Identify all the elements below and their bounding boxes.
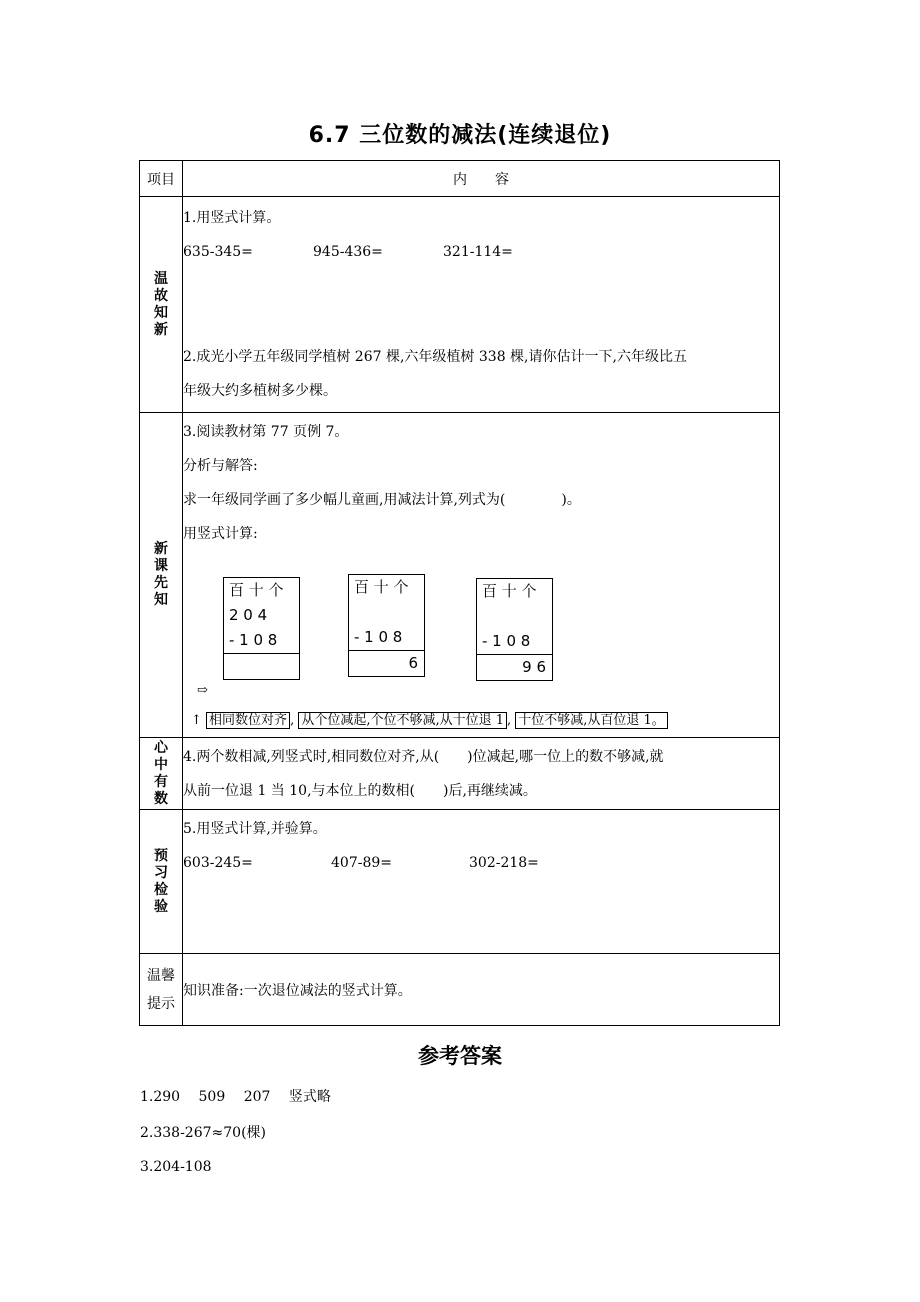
check-content <box>183 810 780 954</box>
summary-label-cell <box>140 738 183 810</box>
calc3-result: 9 6 <box>477 654 552 680</box>
review-label: 温故知新 <box>154 270 168 338</box>
summary-row <box>140 738 780 810</box>
q1-text: 1.用竖式计算。 <box>183 210 281 226</box>
q5-expr-1: 603-245= <box>183 855 253 871</box>
q5-expr-2: 407-89= <box>331 855 392 871</box>
q1-expr-2: 945-436= <box>313 244 383 260</box>
tips-label-cell <box>140 954 183 1026</box>
q2-line-2: 年级大约多植树多少棵。 <box>183 383 337 399</box>
vertical-calc-2 <box>348 574 425 677</box>
calc3-row1 <box>477 604 552 629</box>
answer-3: 3.204-108 <box>140 1159 212 1175</box>
calc1-result <box>224 653 299 679</box>
analysis-text: 分析与解答: <box>183 458 258 474</box>
answers-title: 参考答案 <box>418 1044 502 1068</box>
q1-expressions <box>183 235 779 269</box>
header-content-label: 内 容 <box>453 171 509 188</box>
q4-line-1: 4.两个数相减,列竖式时,相同数位对齐,从( )位减起,哪一位上的数不够减,就 <box>183 749 664 765</box>
q1-expr-1: 635-345= <box>183 244 253 260</box>
worksheet-table <box>139 160 780 1026</box>
q5-text: 5.用竖式计算,并验算。 <box>183 821 327 837</box>
calc2-result: 6 <box>349 650 424 676</box>
summary-label: 心中有数 <box>154 739 168 807</box>
answer-2: 2.338-267≈70(棵) <box>140 1125 266 1141</box>
preview-label: 新课先知 <box>154 541 168 608</box>
tips-text: 知识准备:一次退位减法的竖式计算。 <box>183 982 412 999</box>
q2-line-1: 2.成光小学五年级同学植树 267 棵,六年级植树 338 棵,请你估计一下,六年级比五 <box>183 349 687 365</box>
arrow-icon: ⇨ <box>197 683 208 698</box>
calc1-header: 百 十 个 <box>229 581 284 599</box>
header-item-label: 项目 <box>147 171 175 188</box>
hint-line: ↑ 相同数位对齐 , 从个位减起,个位不够减,从十位退 1 , 十位不够减,从百位退 1。 <box>191 709 668 728</box>
tips-label: 温馨提示 <box>147 967 175 1012</box>
calc2-row1 <box>349 600 424 625</box>
vertical-calc-1 <box>223 577 300 680</box>
vertical-calc-label: 用竖式计算: <box>183 526 258 542</box>
up-arrow-icon: ↑ <box>191 713 202 728</box>
q5-expressions <box>183 846 779 880</box>
preview-row <box>140 413 780 738</box>
vertical-calc-3 <box>476 578 553 681</box>
hint-3: 十位不够减,从百位退 1。 <box>515 712 668 729</box>
check-label: 预习检验 <box>154 847 168 915</box>
preview-label-cell <box>140 413 183 738</box>
preview-content <box>183 413 780 738</box>
q4-line-2: 从前一位退 1 当 10,与本位上的数相( )后,再继续减。 <box>183 783 537 799</box>
calc3-row2: - 1 0 8 <box>482 632 531 650</box>
calc1-row2: - 1 0 8 <box>229 631 278 649</box>
header-item-cell <box>140 161 183 197</box>
q5-expr-3: 302-218= <box>469 855 539 871</box>
check-label-cell <box>140 810 183 954</box>
question-text: 求一年级同学画了多少幅儿童画,用减法计算,列式为( )。 <box>183 492 581 508</box>
answer-1: 1.290 509 207 竖式略 <box>140 1089 331 1105</box>
tips-content <box>183 954 780 1026</box>
review-content <box>183 197 780 413</box>
hint-1: 相同数位对齐 <box>206 712 290 729</box>
calc2-header: 百 十 个 <box>354 578 409 596</box>
calc2-row2: - 1 0 8 <box>354 628 403 646</box>
summary-content <box>183 738 780 810</box>
calc1-row1: 2 0 4 <box>229 606 268 624</box>
tips-row <box>140 954 780 1026</box>
header-content-cell <box>183 161 780 197</box>
review-row <box>140 197 780 413</box>
hint-2: 从个位减起,个位不够减,从十位退 1 <box>298 712 507 729</box>
check-row <box>140 810 780 954</box>
table-header-row <box>140 161 780 197</box>
review-label-cell <box>140 197 183 413</box>
page-title: 6.7 三位数的减法(连续退位) <box>308 123 612 148</box>
calc3-header: 百 十 个 <box>482 582 537 600</box>
q3-text: 3.阅读教材第 77 页例 7。 <box>183 424 349 440</box>
q1-expr-3: 321-114= <box>443 244 513 260</box>
